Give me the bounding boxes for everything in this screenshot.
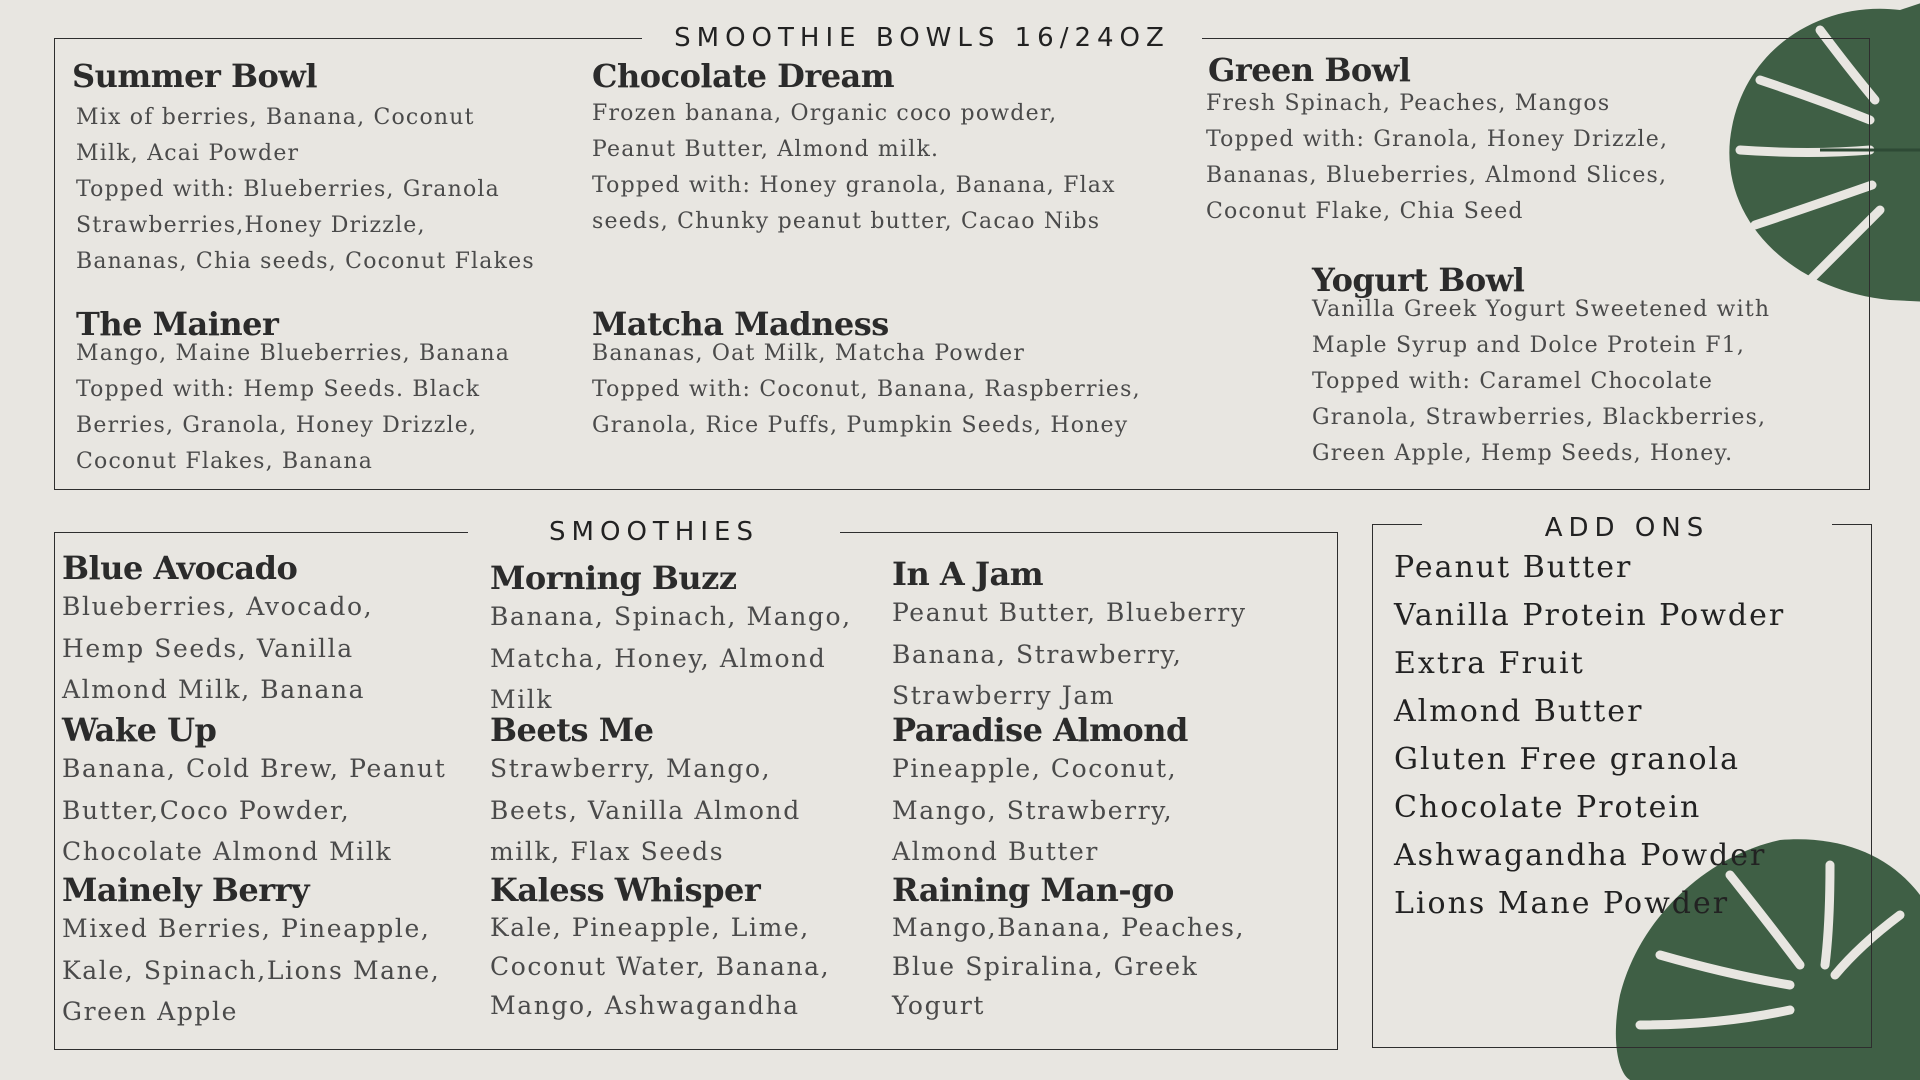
menu-item-green-bowl xyxy=(1208,52,1668,230)
item-description: Peanut Butter, Blueberry Banana, Strawberry, Strawberry Jam xyxy=(892,598,1247,710)
menu-item-chocolate-dream xyxy=(592,58,1116,240)
list-item: Lions Mane Powder xyxy=(1394,886,1730,921)
smoothies-title: SMOOTHIES xyxy=(468,514,840,550)
item-description: Banana, Spinach, Mango, Matcha, Honey, Almond Milk xyxy=(490,602,852,714)
item-name: Mainely Berry xyxy=(62,871,310,909)
item-description: Bananas, Oat Milk, Matcha Powder Topped with: Coconut, Banana, Raspberries, Granola, Rice Puffs, Pumpkin Seeds, Honey xyxy=(592,341,1141,438)
menu-item-beets-me xyxy=(490,712,801,873)
list-item: Chocolate Protein xyxy=(1394,790,1702,825)
item-description: Blueberries, Avocado, Hemp Seeds, Vanilla Almond Milk, Banana xyxy=(62,592,374,704)
menu-item-raining-man-go xyxy=(892,872,1245,1025)
item-description: Mango,Banana, Peaches, Blue Spiralina, Greek Yogurt xyxy=(892,913,1246,1020)
menu-item-the-mainer xyxy=(76,306,510,480)
item-name: The Mainer xyxy=(76,305,279,343)
item-name: In A Jam xyxy=(892,555,1044,593)
list-item: Ashwagandha Powder xyxy=(1394,838,1767,873)
menu-item-in-a-jam xyxy=(892,556,1247,717)
item-name: Chocolate Dream xyxy=(592,57,895,95)
menu-item-mainely-berry xyxy=(62,872,440,1033)
item-description: Vanilla Greek Yogurt Sweetened with Maple Syrup and Dolce Protein F1, Topped with: Caramel Chocolate Granola, Strawberries, Blackberries, Green Apple, Hemp Seeds, Honey. xyxy=(1312,297,1771,466)
list-item: Gluten Free granola xyxy=(1394,742,1741,777)
menu-item-kaless-whisper xyxy=(490,872,830,1025)
item-description: Strawberry, Mango, Beets, Vanilla Almond milk, Flax Seeds xyxy=(490,754,801,866)
item-name: Beets Me xyxy=(490,711,654,749)
item-name: Yogurt Bowl xyxy=(1312,261,1525,299)
item-name: Green Bowl xyxy=(1208,51,1411,89)
menu-item-blue-avocado xyxy=(62,550,373,711)
item-name: Raining Man-go xyxy=(892,871,1174,909)
menu-item-morning-buzz xyxy=(490,560,852,721)
smoothie-bowls-title: SMOOTHIE BOWLS 16/24OZ xyxy=(642,20,1202,56)
menu-item-yogurt-bowl xyxy=(1312,262,1770,472)
list-item: Almond Butter xyxy=(1394,694,1644,729)
item-name: Kaless Whisper xyxy=(490,871,761,909)
item-description: Mixed Berries, Pineapple, Kale, Spinach,Lions Mane, Green Apple xyxy=(62,914,441,1026)
item-name: Blue Avocado xyxy=(62,549,298,587)
add-ons-list xyxy=(1394,544,1785,928)
list-item: Peanut Butter xyxy=(1394,550,1633,585)
menu-item-summer-bowl xyxy=(72,58,535,280)
list-item: Vanilla Protein Powder xyxy=(1394,598,1786,633)
menu-item-paradise-almond xyxy=(892,712,1188,873)
item-name: Paradise Almond xyxy=(892,711,1188,749)
item-description: Mango, Maine Blueberries, Banana Topped with: Hemp Seeds. Black Berries, Granola, Honey Drizzle, Coconut Flakes, Banana xyxy=(76,341,511,474)
item-description: Mix of berries, Banana, Coconut Milk, Acai Powder Topped with: Blueberries, Granola Strawberries,Honey Drizzle, Bananas, Chia seeds, Coconut Flakes xyxy=(76,105,535,274)
menu-item-wake-up xyxy=(62,712,446,873)
item-description: Frozen banana, Organic coco powder, Peanut Butter, Almond milk. Topped with: Honey granola, Banana, Flax seeds, Chunky peanut butter, Cacao Nibs xyxy=(592,101,1116,234)
item-description: Kale, Pineapple, Lime, Coconut Water, Banana, Mango, Ashwagandha xyxy=(490,913,831,1020)
item-description: Banana, Cold Brew, Peanut Butter,Coco Powder, Chocolate Almond Milk xyxy=(62,754,447,866)
item-name: Summer Bowl xyxy=(72,57,318,95)
add-ons-title: ADD ONS xyxy=(1422,510,1832,546)
item-description: Pineapple, Coconut, Mango, Strawberry, Almond Butter xyxy=(892,754,1178,866)
list-item: Extra Fruit xyxy=(1394,646,1585,681)
item-name: Morning Buzz xyxy=(490,559,737,597)
item-name: Matcha Madness xyxy=(592,305,889,343)
item-description: Fresh Spinach, Peaches, Mangos Topped with: Granola, Honey Drizzle, Bananas, Blueberries, Almond Slices, Coconut Flake, Chia Seed xyxy=(1206,91,1669,224)
item-name: Wake Up xyxy=(62,711,217,749)
menu-item-matcha-madness xyxy=(592,306,1141,444)
